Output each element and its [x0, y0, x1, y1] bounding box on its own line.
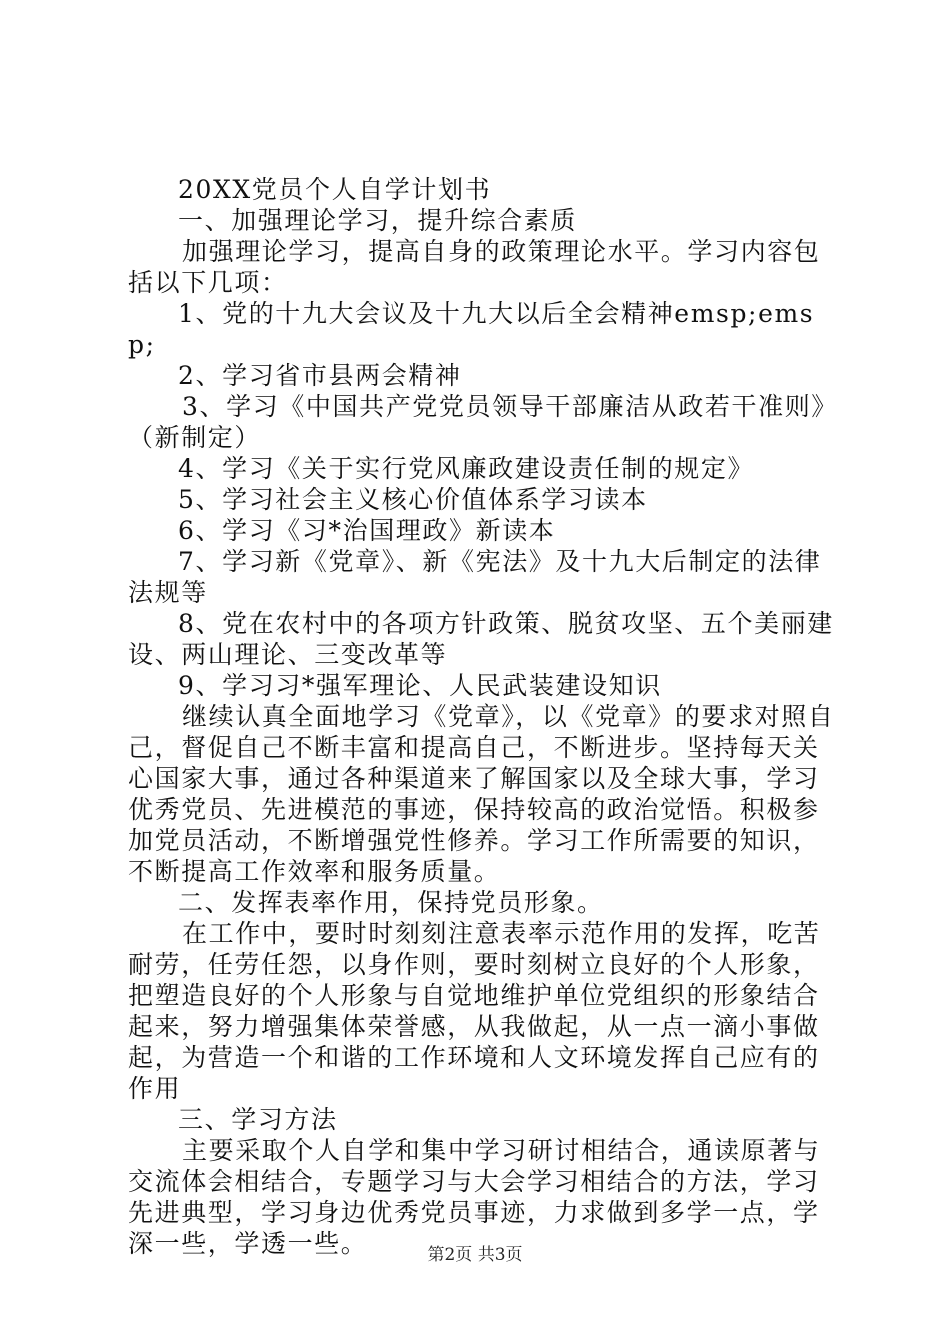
document-body [128, 174, 838, 1259]
list-item-1: 1、党的十九大会议及十九大以后全会精神emsp;emsp; [128, 299, 815, 359]
paragraph-methods: 主要采取个人自学和集中学习研讨相结合，通读原著与交流体会相结合，专题学习与大会学习相结合的方法，学习先进典型，学习身边优秀党员事迹，力求做到多学一点，学深一些，学透一些。 [128, 1136, 821, 1258]
paragraph-role-model: 在工作中，要时时刻刻注意表率示范作用的发挥，吃苦耐劳，任劳任怨，以身作则，要时刻树立良好的个人形象，把塑造良好的个人形象与自觉地维护单位党组织的形象结合起来，努力增强集体荣誉感，从我做起，从一点一滴小事做起，为营造一个和谐的工作环境和人文环境发挥自己应有的作用 [128, 919, 821, 1103]
document-title: 20XX党员个人自学计划书 [178, 175, 492, 204]
section-heading-1: 一、加强理论学习，提升综合素质 [178, 206, 578, 235]
paragraph-continue-study: 继续认真全面地学习《党章》，以《党章》的要求对照自己，督促自己不断丰富和提高自己，不断进步。坚持每天关心国家大事，通过各种渠道来了解国家以及全球大事，学习优秀党员、先进模范的事迹，保持较高的政治觉悟。积极参加党员活动，不断增强党性修养。学习工作所需要的知识，不断提高工作效率和服务质量。 [128, 702, 835, 886]
section-heading-3: 三、学习方法 [178, 1105, 338, 1134]
list-item-9: 9、学习习*强军理论、人民武装建设知识 [178, 671, 662, 700]
list-item-6: 6、学习《习*治国理政》新读本 [178, 516, 556, 545]
section-heading-2: 二、发挥表率作用，保持党员形象。 [178, 888, 604, 917]
page-number-footer: 第2页 共3页 [427, 1245, 523, 1265]
list-item-8: 8、党在农村中的各项方针政策、脱贫攻坚、五个美丽建设、两山理论、三变改革等 [128, 609, 834, 669]
paragraph-intro: 加强理论学习，提高自身的政策理论水平。学习内容包括以下几项： [128, 237, 821, 297]
list-item-3: 3、学习《中国共产党党员领导干部廉洁从政若干准则》（新制定） [128, 392, 838, 452]
list-item-4: 4、学习《关于实行党风廉政建设责任制的规定》 [178, 454, 755, 483]
list-item-2: 2、学习省市县两会精神 [178, 361, 462, 390]
list-item-7: 7、学习新《党章》、新《宪法》及十九大后制定的法律法规等 [128, 547, 822, 607]
list-item-5: 5、学习社会主义核心价值体系学习读本 [178, 485, 648, 514]
